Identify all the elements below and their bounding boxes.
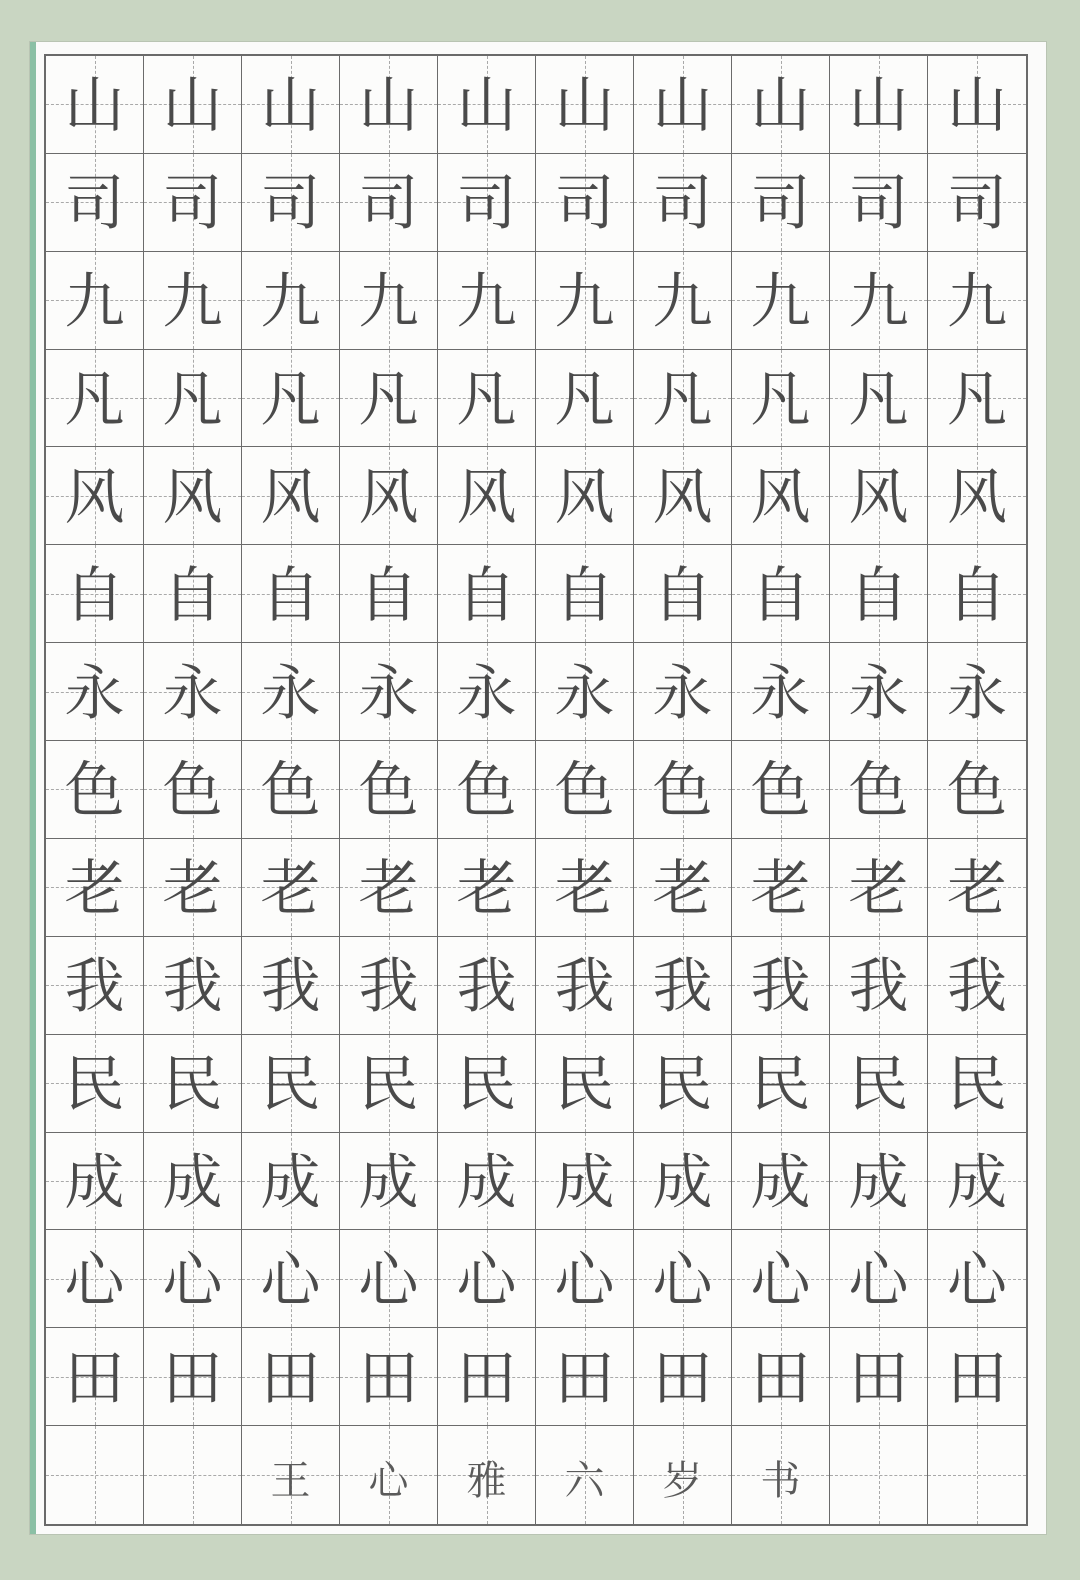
signature-cell (46, 1426, 144, 1524)
practice-character: 老 (947, 854, 1007, 925)
grid-cell (830, 447, 928, 545)
practice-character: 民 (947, 1050, 1007, 1121)
grid-cell (830, 643, 928, 741)
grid-cell (438, 154, 536, 252)
signature-character: 六 (564, 1458, 605, 1505)
grid-cell (340, 350, 438, 448)
grid-cell (830, 1035, 928, 1133)
grid-cell (928, 839, 1026, 937)
signature-cell (830, 1426, 928, 1524)
practice-character: 成 (947, 1147, 1007, 1218)
practice-character: 司 (260, 169, 321, 240)
practice-sheet (30, 42, 1046, 1534)
grid-cell (634, 741, 732, 839)
grid-cell (46, 252, 144, 350)
practice-character: 自 (848, 560, 909, 631)
practice-character: 山 (554, 71, 615, 142)
practice-character: 山 (456, 71, 517, 142)
grid-cell (144, 937, 242, 1035)
grid-cell (732, 643, 830, 741)
practice-character: 老 (554, 854, 615, 925)
signature-cell (340, 1426, 438, 1524)
grid-cell (242, 154, 340, 252)
practice-character: 我 (848, 952, 909, 1023)
practice-character: 心 (848, 1245, 909, 1316)
grid-cell (46, 545, 144, 643)
grid-cell (438, 1035, 536, 1133)
practice-character: 田 (750, 1343, 811, 1414)
grid-cell (242, 447, 340, 545)
practice-character: 我 (947, 952, 1007, 1023)
practice-character: 风 (848, 462, 909, 533)
practice-character: 色 (456, 756, 517, 827)
grid-cell (144, 545, 242, 643)
practice-character: 九 (750, 267, 811, 338)
practice-character: 司 (947, 169, 1007, 240)
practice-character: 山 (947, 71, 1007, 142)
grid-cell (536, 447, 634, 545)
practice-character: 色 (358, 756, 419, 827)
grid-cell (144, 839, 242, 937)
grid-cell (340, 154, 438, 252)
grid-cell (46, 1230, 144, 1328)
grid-cell (634, 154, 732, 252)
grid-cell (340, 1230, 438, 1328)
grid-cell (438, 252, 536, 350)
grid-cell (536, 937, 634, 1035)
grid-cell (242, 1328, 340, 1426)
practice-character: 我 (64, 952, 125, 1023)
grid-cell (830, 1328, 928, 1426)
practice-character: 成 (64, 1147, 125, 1218)
grid-cell (438, 839, 536, 937)
grid-cell (634, 937, 732, 1035)
practice-character: 色 (947, 756, 1007, 827)
practice-character: 司 (554, 169, 615, 240)
practice-character: 心 (64, 1245, 125, 1316)
practice-character: 民 (162, 1050, 223, 1121)
grid-cell (340, 937, 438, 1035)
signature-character: 雅 (466, 1458, 507, 1505)
grid-cell (46, 1133, 144, 1231)
grid-cell (732, 154, 830, 252)
grid-cell (242, 252, 340, 350)
practice-character: 我 (456, 952, 517, 1023)
grid-cell (46, 643, 144, 741)
grid-cell (536, 839, 634, 937)
grid-cell (144, 643, 242, 741)
practice-character: 成 (750, 1147, 811, 1218)
grid-cell (536, 545, 634, 643)
practice-character: 成 (848, 1147, 909, 1218)
grid-cell (830, 937, 928, 1035)
practice-character: 民 (260, 1050, 321, 1121)
practice-character: 色 (260, 756, 321, 827)
grid-cell (732, 741, 830, 839)
grid-cell (928, 154, 1026, 252)
grid-cell (242, 741, 340, 839)
practice-character: 司 (750, 169, 811, 240)
grid-cell (830, 350, 928, 448)
practice-character: 九 (64, 267, 125, 338)
grid-cell (438, 350, 536, 448)
grid-cell (438, 1133, 536, 1231)
grid-cell (732, 839, 830, 937)
practice-character: 老 (358, 854, 419, 925)
practice-character: 我 (554, 952, 615, 1023)
practice-character: 山 (848, 71, 909, 142)
practice-character: 九 (358, 267, 419, 338)
practice-character: 田 (260, 1343, 321, 1414)
practice-character: 成 (456, 1147, 517, 1218)
grid-cell (144, 447, 242, 545)
practice-character: 色 (64, 756, 125, 827)
practice-character: 九 (947, 267, 1007, 338)
practice-character: 心 (947, 1245, 1007, 1316)
practice-character: 自 (358, 560, 419, 631)
practice-character: 自 (652, 560, 713, 631)
grid-cell (46, 350, 144, 448)
grid-cell (732, 56, 830, 154)
grid-cell (928, 937, 1026, 1035)
grid-cell (830, 839, 928, 937)
grid-cell (46, 154, 144, 252)
practice-character: 我 (750, 952, 811, 1023)
grid-cell (536, 1230, 634, 1328)
grid-cell (732, 937, 830, 1035)
grid-cell (830, 56, 928, 154)
practice-character: 成 (358, 1147, 419, 1218)
grid-cell (536, 1035, 634, 1133)
grid-cell (536, 154, 634, 252)
practice-character: 山 (652, 71, 713, 142)
practice-character: 山 (260, 71, 321, 142)
grid-cell (46, 447, 144, 545)
practice-character: 心 (750, 1245, 811, 1316)
practice-character: 自 (260, 560, 321, 631)
practice-character: 色 (652, 756, 713, 827)
grid-cell (46, 839, 144, 937)
practice-character: 永 (64, 658, 125, 729)
grid-cell (144, 56, 242, 154)
practice-character: 心 (554, 1245, 615, 1316)
practice-character: 永 (260, 658, 321, 729)
practice-character: 田 (162, 1343, 223, 1414)
grid-cell (340, 839, 438, 937)
grid-cell (830, 1230, 928, 1328)
practice-character: 永 (652, 658, 713, 729)
practice-character: 色 (554, 756, 615, 827)
grid-cell (634, 252, 732, 350)
signature-character: 王 (270, 1458, 311, 1505)
practice-character: 民 (750, 1050, 811, 1121)
practice-character: 永 (162, 658, 223, 729)
practice-character: 山 (750, 71, 811, 142)
practice-character: 风 (260, 462, 321, 533)
practice-character: 老 (848, 854, 909, 925)
practice-character: 风 (162, 462, 223, 533)
practice-character: 田 (947, 1343, 1007, 1414)
practice-character: 风 (64, 462, 125, 533)
grid-cell (732, 350, 830, 448)
grid-cell (634, 545, 732, 643)
signature-cell (536, 1426, 634, 1524)
grid-cell (438, 447, 536, 545)
practice-character: 成 (652, 1147, 713, 1218)
practice-character: 凡 (64, 365, 125, 436)
practice-character: 风 (456, 462, 517, 533)
practice-character: 老 (456, 854, 517, 925)
practice-character: 自 (64, 560, 125, 631)
grid-cell (242, 56, 340, 154)
grid-cell (242, 545, 340, 643)
grid-cell (144, 741, 242, 839)
grid-cell (340, 1328, 438, 1426)
practice-character: 凡 (652, 365, 713, 436)
grid-cell (46, 1035, 144, 1133)
practice-character: 风 (652, 462, 713, 533)
grid-cell (830, 1133, 928, 1231)
practice-character: 凡 (358, 365, 419, 436)
practice-character: 凡 (162, 365, 223, 436)
practice-character: 司 (848, 169, 909, 240)
grid-cell (144, 1035, 242, 1133)
grid-cell (634, 56, 732, 154)
grid-cell (634, 1133, 732, 1231)
practice-character: 民 (456, 1050, 517, 1121)
grid-cell (634, 643, 732, 741)
grid-cell (340, 1035, 438, 1133)
practice-character: 心 (358, 1245, 419, 1316)
practice-character: 司 (64, 169, 125, 240)
practice-character: 永 (848, 658, 909, 729)
practice-character: 自 (750, 560, 811, 631)
practice-character: 成 (162, 1147, 223, 1218)
grid-cell (830, 741, 928, 839)
practice-character: 风 (554, 462, 615, 533)
grid-cell (144, 252, 242, 350)
grid-cell (144, 1328, 242, 1426)
grid-cell (242, 839, 340, 937)
grid-cell (536, 252, 634, 350)
grid-cell (830, 154, 928, 252)
grid-cell (242, 1230, 340, 1328)
grid-cell (536, 643, 634, 741)
practice-character: 田 (554, 1343, 615, 1414)
practice-character: 自 (947, 560, 1007, 631)
grid-cell (46, 741, 144, 839)
grid-cell (536, 1328, 634, 1426)
practice-character: 田 (456, 1343, 517, 1414)
grid-cell (438, 1328, 536, 1426)
practice-character: 老 (260, 854, 321, 925)
practice-character: 田 (358, 1343, 419, 1414)
grid-cell (340, 643, 438, 741)
grid-cell (732, 1035, 830, 1133)
signature-character: 心 (368, 1458, 409, 1505)
practice-character: 民 (848, 1050, 909, 1121)
grid-cell (732, 1328, 830, 1426)
practice-character: 凡 (260, 365, 321, 436)
grid-cell (732, 545, 830, 643)
grid-cell (340, 56, 438, 154)
practice-character: 九 (848, 267, 909, 338)
grid-cell (536, 56, 634, 154)
grid-cell (144, 154, 242, 252)
practice-character: 成 (554, 1147, 615, 1218)
grid-cell (340, 545, 438, 643)
practice-character: 心 (652, 1245, 713, 1316)
practice-character: 自 (162, 560, 223, 631)
practice-character: 风 (358, 462, 419, 533)
grid-cell (634, 1230, 732, 1328)
practice-character: 九 (652, 267, 713, 338)
grid-cell (340, 252, 438, 350)
grid-cell (830, 545, 928, 643)
practice-character: 民 (358, 1050, 419, 1121)
grid-cell (340, 1133, 438, 1231)
grid-cell (438, 643, 536, 741)
grid-cell (928, 56, 1026, 154)
grid-cell (928, 1230, 1026, 1328)
grid-cell (732, 252, 830, 350)
practice-character: 永 (750, 658, 811, 729)
practice-character: 凡 (456, 365, 517, 436)
paper-edge (30, 42, 36, 1534)
practice-character: 老 (64, 854, 125, 925)
signature-character: 岁 (662, 1458, 703, 1505)
practice-character: 山 (64, 71, 125, 142)
grid-cell (928, 252, 1026, 350)
practice-character: 九 (554, 267, 615, 338)
practice-character: 永 (947, 658, 1007, 729)
signature-cell (144, 1426, 242, 1524)
grid-cell (928, 741, 1026, 839)
signature-character: 书 (760, 1458, 801, 1505)
grid-cell (242, 1133, 340, 1231)
grid-cell (46, 1328, 144, 1426)
grid-cell (144, 350, 242, 448)
grid-cell (634, 447, 732, 545)
grid-cell (928, 447, 1026, 545)
grid-cell (438, 741, 536, 839)
practice-character: 色 (750, 756, 811, 827)
signature-cell (438, 1426, 536, 1524)
practice-character: 民 (652, 1050, 713, 1121)
grid-cell (928, 1133, 1026, 1231)
grid-cell (928, 545, 1026, 643)
practice-character: 色 (848, 756, 909, 827)
practice-character: 老 (750, 854, 811, 925)
grid-cell (732, 1230, 830, 1328)
tianzige-grid (44, 54, 1028, 1526)
grid-cell (536, 1133, 634, 1231)
grid-cell (928, 1328, 1026, 1426)
grid-cell (242, 643, 340, 741)
practice-character: 自 (456, 560, 517, 631)
practice-character: 我 (260, 952, 321, 1023)
signature-cell (242, 1426, 340, 1524)
practice-character: 永 (358, 658, 419, 729)
grid-cell (242, 937, 340, 1035)
practice-character: 风 (947, 462, 1007, 533)
practice-character: 民 (64, 1050, 125, 1121)
grid-cell (144, 1230, 242, 1328)
practice-character: 色 (162, 756, 223, 827)
signature-cell (634, 1426, 732, 1524)
grid-cell (340, 447, 438, 545)
practice-character: 凡 (848, 365, 909, 436)
practice-character: 司 (358, 169, 419, 240)
grid-cell (340, 741, 438, 839)
grid-cell (438, 1230, 536, 1328)
grid-cell (438, 937, 536, 1035)
practice-character: 田 (64, 1343, 125, 1414)
grid-cell (928, 350, 1026, 448)
grid-cell (536, 350, 634, 448)
grid-cell (732, 447, 830, 545)
practice-character: 九 (456, 267, 517, 338)
grid-cell (242, 350, 340, 448)
practice-character: 自 (554, 560, 615, 631)
practice-character: 九 (260, 267, 321, 338)
signature-cell (928, 1426, 1026, 1524)
practice-character: 永 (456, 658, 517, 729)
grid-cell (438, 545, 536, 643)
practice-character: 心 (456, 1245, 517, 1316)
practice-character: 山 (358, 71, 419, 142)
grid-cell (438, 56, 536, 154)
practice-character: 民 (554, 1050, 615, 1121)
grid-cell (46, 937, 144, 1035)
grid-cell (830, 252, 928, 350)
practice-character: 司 (162, 169, 223, 240)
grid-cell (634, 1035, 732, 1133)
signature-cell (732, 1426, 830, 1524)
practice-character: 风 (750, 462, 811, 533)
grid-cell (634, 350, 732, 448)
grid-cell (928, 643, 1026, 741)
practice-character: 心 (260, 1245, 321, 1316)
practice-character: 山 (162, 71, 223, 142)
practice-character: 凡 (750, 365, 811, 436)
practice-character: 凡 (947, 365, 1007, 436)
practice-character: 永 (554, 658, 615, 729)
practice-character: 凡 (554, 365, 615, 436)
grid-cell (634, 1328, 732, 1426)
practice-character: 田 (652, 1343, 713, 1414)
grid-cell (144, 1133, 242, 1231)
practice-character: 心 (162, 1245, 223, 1316)
grid-cell (46, 56, 144, 154)
practice-character: 我 (652, 952, 713, 1023)
practice-character: 九 (162, 267, 223, 338)
practice-character: 我 (162, 952, 223, 1023)
practice-character: 司 (456, 169, 517, 240)
practice-character: 我 (358, 952, 419, 1023)
practice-character: 田 (848, 1343, 909, 1414)
practice-character: 成 (260, 1147, 321, 1218)
grid-cell (732, 1133, 830, 1231)
grid-cell (634, 839, 732, 937)
practice-character: 老 (652, 854, 713, 925)
practice-character: 司 (652, 169, 713, 240)
practice-character: 老 (162, 854, 223, 925)
grid-cell (536, 741, 634, 839)
grid-cell (242, 1035, 340, 1133)
grid-cell (928, 1035, 1026, 1133)
